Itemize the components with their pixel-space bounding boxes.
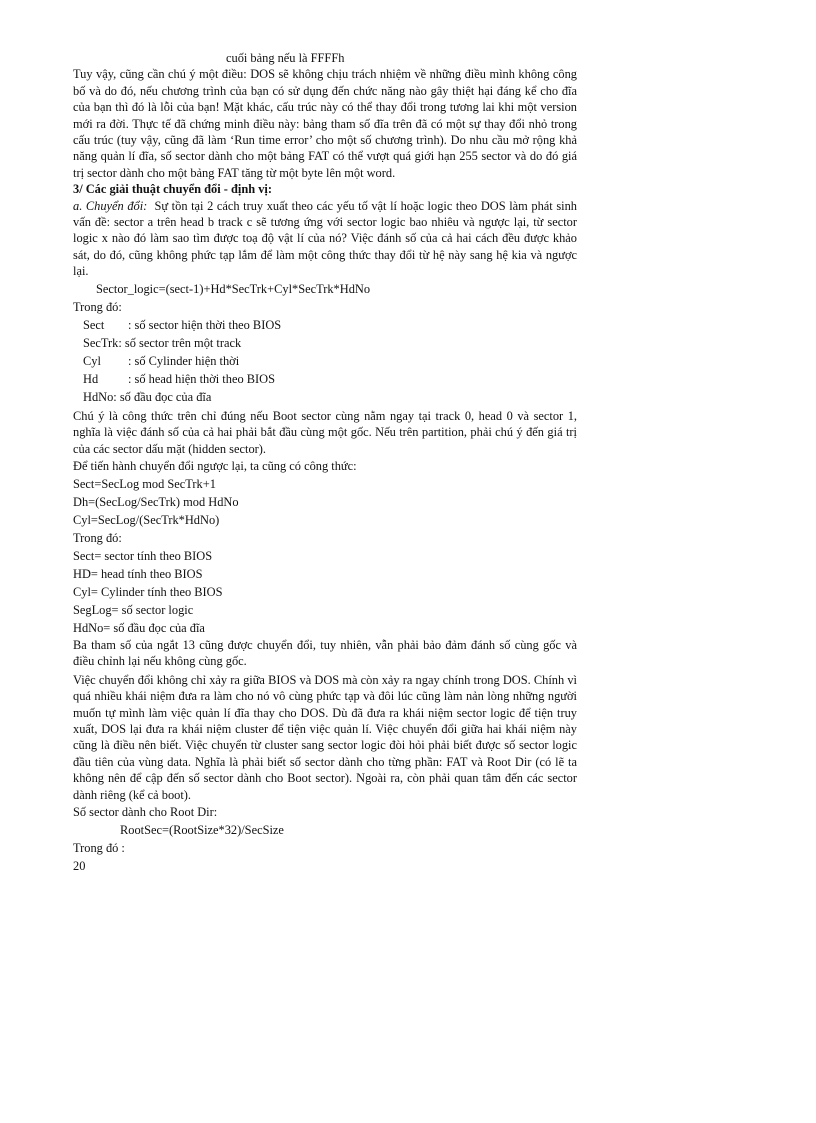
where-label-1: Trong đó:: [73, 299, 122, 314]
definition-desc: : số sector trên một track: [118, 335, 242, 350]
definition-term: Cyl: [83, 353, 101, 368]
formula-sect: Sect=SecLog mod SecTrk+1: [73, 476, 216, 491]
definition-term: Sect: [83, 317, 105, 332]
definition-line: Sect= sector tính theo BIOS: [73, 548, 213, 563]
paragraph-conversion-text: Sự tồn tại 2 cách truy xuất theo các yếu tố vật lí hoặc logic theo DOS làm phát sinh vấn đề: sector a trên head b track c sẽ tương ứng với sector logic bao nhiêu và ngược lại, từ sector logic x nào đó làm sao tìm được toạ độ vật lí của nó? Việc đánh số của cả hai cách đều được khảo sát, do đó, cũng không phức tạp lắm để làm một công thức thay đổi từ hệ này sang hệ kia và ngược lại.: [73, 198, 577, 279]
definition-line: Cyl= Cylinder tính theo BIOS: [73, 584, 223, 599]
paragraph-reverse-intro: Để tiến hành chuyển đổi ngược lại, ta cũng có công thức:: [73, 458, 357, 473]
paragraph-boot-sector-note: Chú ý là công thức trên chỉ đúng nếu Boot sector cùng nằm ngay tại track 0, head 0 và sector 1, nghĩa là việc đánh số của cả hai phải bắt đầu cùng một gốc. Nếu trên partition, phải chú ý đến giá trị của các sector dấu mặt (hidden sector).: [73, 408, 577, 456]
definition-row: [73, 352, 577, 370]
paragraph-conversion-intro: [73, 198, 577, 280]
sub-heading: a. Chuyển đổi:: [73, 198, 148, 213]
section-heading: 3/ Các giải thuật chuyển đổi - định vị:: [73, 182, 272, 197]
formula-sector-logic: Sector_logic=(sect-1)+Hd*SecTrk+Cyl*SecTrk*HdNo: [96, 281, 371, 296]
where-label-3: Trong đó :: [73, 840, 125, 855]
continuation-line: cuối bảng nếu là FFFFh: [226, 51, 345, 65]
where-label-2: Trong đó:: [73, 530, 122, 545]
definition-line: HdNo= số đầu đọc của đĩa: [73, 620, 205, 635]
formula-cyl: Cyl=SecLog/(SecTrk*HdNo): [73, 512, 220, 527]
definition-desc: : số đầu đọc của đĩa: [113, 389, 212, 404]
document-page: [73, 50, 577, 875]
definition-line: HD= head tính theo BIOS: [73, 566, 203, 581]
definition-row: [73, 370, 577, 388]
page-number: 20: [73, 858, 86, 873]
definition-term: Hd: [83, 371, 99, 386]
paragraph-root-dir-label: Số sector dành cho Root Dir:: [73, 804, 218, 819]
formula-dh: Dh=(SecLog/SecTrk) mod HdNo: [73, 494, 239, 509]
paragraph-cluster-conversion: Việc chuyển đổi không chỉ xảy ra giữa BIOS và DOS mà còn xảy ra ngay chính trong DOS. Chính vì quá nhiều khái niệm đưa ra làm cho nó vô cùng phức tạp và đôi lúc cũng làm nản lòng những người muốn tự mình làm việc quản lí đĩa thay cho DOS. Dù đã đưa ra khái niệm sector logic để tiện truy xuất, DOS lại đưa ra khái niệm cluster để tiện việc quản lí. Việc chuyển đổi giữa hai khái niệm này cũng là điều nên biết. Việc chuyển từ cluster sang sector logic đòi hỏi phải biết được số sector logic đầu tiên của vùng data. Nghĩa là phải biết số sector dành cho từng phần: FAT và Root Dir (có lẽ ta không nên để cập đến số sector dành cho Boot sector). Ngoài ra, còn phải quan tâm đến các sector dành riêng (kể cả boot).: [73, 672, 577, 802]
definition-row: [73, 316, 577, 334]
definition-row: [73, 388, 577, 406]
definition-desc: : số head hiện thời theo BIOS: [128, 371, 275, 386]
definition-row: [73, 334, 577, 352]
definition-term: HdNo: [83, 389, 114, 404]
paragraph-dos-disclaimer: Tuy vậy, cũng cần chú ý một điều: DOS sẽ không chịu trách nhiệm về những điều mình không công bố và do đó, nếu chương trình của bạn có sử dụng đến chức năng nào gây thiệt hại đáng kể cho đĩa của bạn thì đó là lỗi của bạn! Mặt khác, cấu trúc này có thể thay đổi trong tương lai khi một version mới ra đời. Thực tế đã chứng minh điều này: bảng tham số đĩa trên đã có một sự thay đổi nhỏ trong cấu trúc (tuy vậy, cũng đã làm ‘Run time error’ cho một số chương trình). Do nhu cầu mở rộng khả năng quản lí đĩa, số sector dành cho một bảng FAT có thể vượt quá giới hạn 255 sector và do đó giá trị sector dành cho một bảng FAT tăng từ một byte lên một word.: [73, 67, 577, 180]
definition-line: SegLog= số sector logic: [73, 602, 194, 617]
definition-desc: : số Cylinder hiện thời: [128, 353, 240, 368]
definition-desc: : số sector hiện thời theo BIOS: [128, 317, 282, 332]
definition-term: SecTrk: [83, 335, 119, 350]
formula-root-sec: RootSec=(RootSize*32)/SecSize: [120, 822, 284, 837]
paragraph-int13-note: Ba tham số của ngắt 13 cũng được chuyển đổi, tuy nhiên, vẫn phải bảo đảm đánh số cùng gốc và điều chỉnh lại nếu không cùng gốc.: [73, 637, 577, 669]
